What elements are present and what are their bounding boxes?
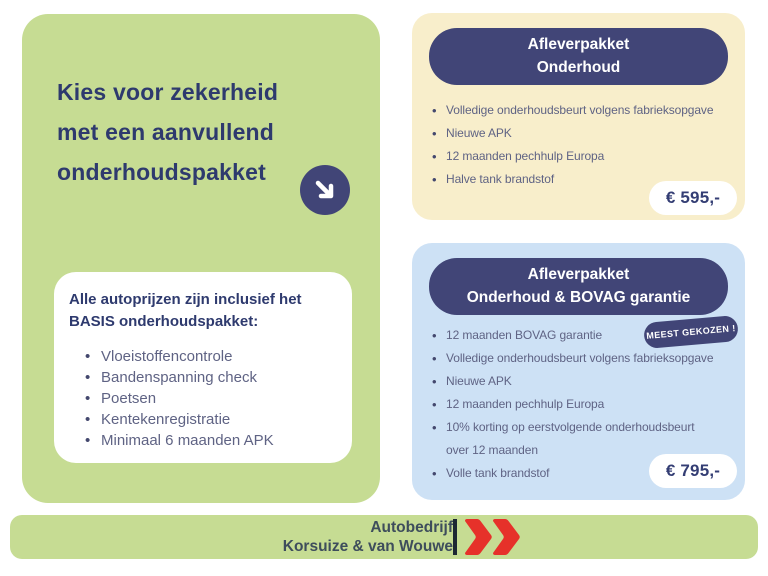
company-name-line: Korsuize & van Wouwe	[282, 538, 453, 555]
list-item: • Kentekenregistratie	[85, 409, 342, 430]
list-item: • Volledige onderhoudsbeurt volgens fabrieksopgave	[432, 99, 737, 122]
page-title-line: met een aanvullend	[57, 119, 275, 145]
basis-title-line: Alle autoprijzen zijn inclusief het	[69, 291, 302, 308]
most-chosen-badge: MEEST GEKOZEN !	[643, 315, 739, 349]
company-name	[283, 518, 453, 556]
list-item: • Vloeistoffencontrole	[85, 346, 342, 367]
list-item: • Bandenspanning check	[85, 367, 342, 388]
page-title-line: onderhoudspakket	[57, 159, 266, 185]
list-item: • Halve tank brandstof	[432, 168, 737, 191]
arrow-down-right-icon	[300, 165, 350, 215]
list-item: • Volle tank brandstof	[432, 462, 737, 485]
basis-package-box	[54, 272, 352, 463]
page-title	[57, 72, 278, 192]
price-badge: € 795,-	[649, 454, 737, 488]
list-item: • 12 maanden pechhulp Europa	[432, 393, 737, 416]
double-chevron-right-icon	[464, 519, 526, 560]
list-item: • 12 maanden pechhulp Europa	[432, 145, 737, 168]
package-title-line: Onderhoud	[536, 59, 621, 76]
package-feature-list	[432, 99, 737, 191]
footer-brand-bar	[10, 515, 758, 559]
basis-title-line: BASIS onderhoudspakket:	[69, 313, 259, 330]
list-item: • Minimaal 6 maanden APK	[85, 430, 342, 451]
list-item: • 12 maanden BOVAG garantie	[432, 324, 737, 347]
list-item: • 10% korting op eerstvolgende onderhoudsbeurt over 12 maanden	[432, 416, 720, 462]
basis-package-title	[69, 289, 342, 333]
page-title-line: Kies voor zekerheid	[57, 79, 279, 105]
price-badge: € 595,-	[649, 181, 737, 215]
package-title-line: Afleverpakket	[527, 36, 630, 53]
package-card-onderhoud-bovag	[412, 243, 745, 500]
list-item: • Volledige onderhoudsbeurt volgens fabrieksopgave	[432, 347, 737, 370]
package-title-line: Afleverpakket	[527, 266, 630, 283]
package-title	[429, 258, 728, 315]
package-title-line: Onderhoud & BOVAG garantie	[466, 289, 691, 306]
list-item: • Nieuwe APK	[432, 122, 737, 145]
package-title	[429, 28, 728, 85]
basis-package-list	[69, 346, 342, 451]
company-name-line: Autobedrijf	[370, 519, 453, 536]
intro-panel	[22, 14, 380, 503]
package-card-onderhoud	[412, 13, 745, 220]
list-item: • Poetsen	[85, 388, 342, 409]
logo-divider	[453, 519, 457, 555]
list-item: • Nieuwe APK	[432, 370, 737, 393]
